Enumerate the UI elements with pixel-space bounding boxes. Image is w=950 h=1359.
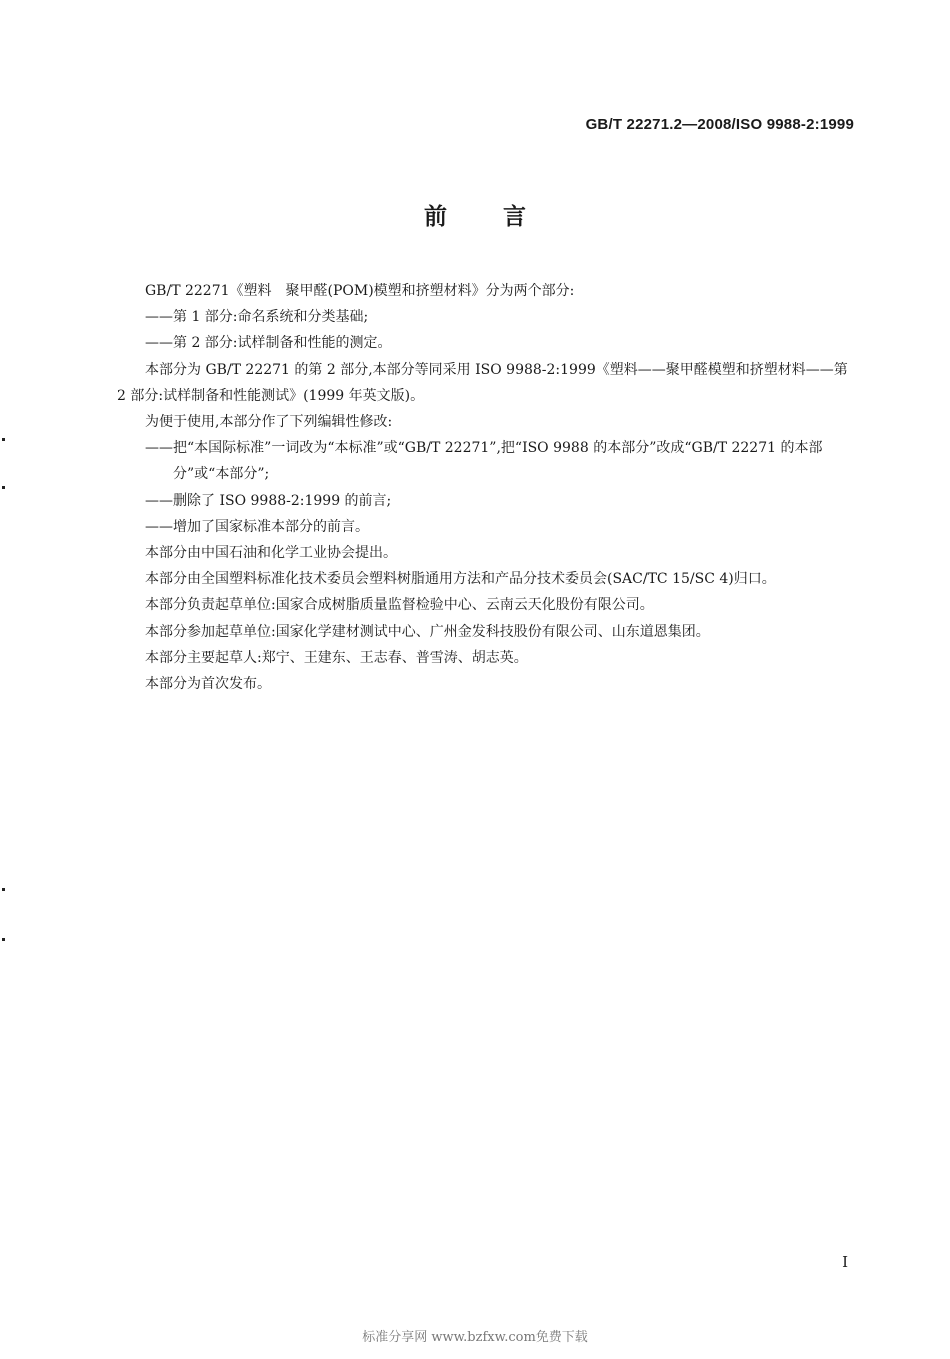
list-item: ——第 1 部分:命名系统和分类基础; [145,309,369,326]
paragraph: GB/T 22271《塑料 聚甲醛(POM)模塑和挤塑材料》分为两个部分: [145,283,575,299]
paragraph: 为便于使用,本部分作了下列编辑性修改: [145,414,393,431]
paragraph: 本部分主要起草人:郑宁、王建东、王志春、普雪涛、胡志英。 [145,649,528,666]
scan-mark [2,486,5,489]
page-title: 前言 [424,204,582,230]
paragraph: 本部分为 GB/T 22271 的第 2 部分,本部分等同采用 ISO 9988-2:1999《塑料——聚甲醛模塑和挤塑材料——第 2 部分:试样制备和性能测试》(1999 年英文版)。 [117,361,848,404]
page-number: I [842,1253,848,1271]
scan-mark [2,888,5,891]
foreword-body [117,278,857,697]
list-item: ——把“本国际标准”一词改为“本标准”或“GB/T 22271”,把“ISO 9988 的本部分”改成“GB/T 22271 的本部分”或“本部分”; [145,440,823,483]
scan-mark [2,438,5,441]
paragraph: 本部分为首次发布。 [145,676,271,693]
list-item: ——增加了国家标准本部分的前言。 [145,518,369,535]
paragraph: 本部分由中国石油和化学工业协会提出。 [145,545,397,562]
standard-code: GB/T 22271.2—2008/ISO 9988-2:1999 [585,116,854,133]
list-item: ——第 2 部分:试样制备和性能的测定。 [145,335,392,352]
footer-watermark: 标准分享网 www.bzfxw.com免费下载 [362,1330,588,1345]
paragraph: 本部分由全国塑料标准化技术委员会塑料树脂通用方法和产品分技术委员会(SAC/TC 15/SC 4)归口。 [145,571,776,588]
paragraph: 本部分负责起草单位:国家合成树脂质量监督检验中心、云南云天化股份有限公司。 [145,597,654,614]
scan-mark [2,938,5,941]
paragraph: 本部分参加起草单位:国家化学建材测试中心、广州金发科技股份有限公司、山东道恩集团。 [145,623,710,640]
list-item: ——删除了 ISO 9988-2:1999 的前言; [145,492,392,509]
